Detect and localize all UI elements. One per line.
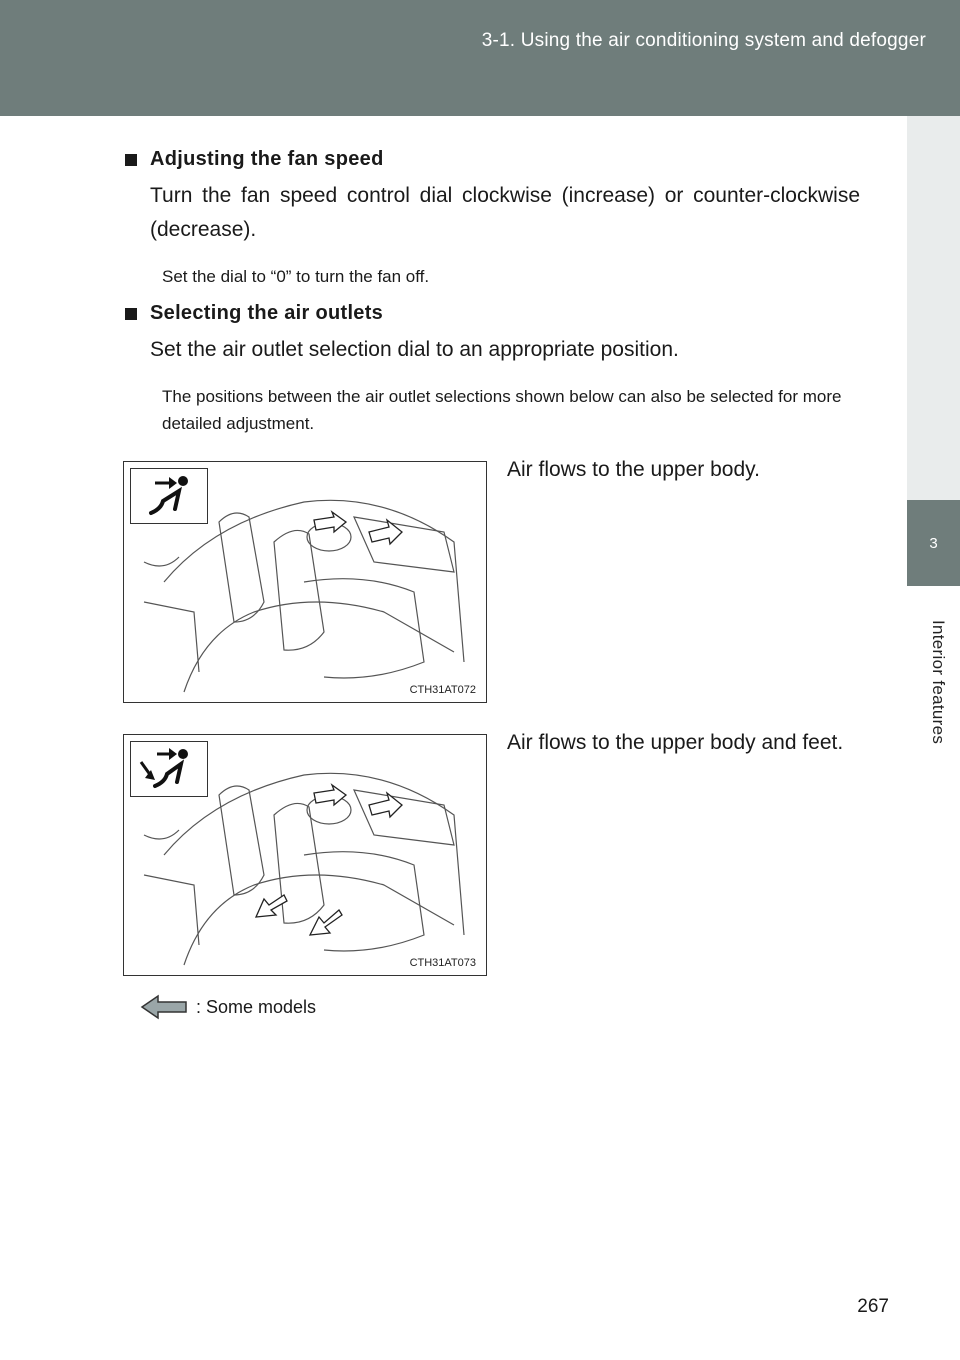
arrow-left-icon [140, 994, 190, 1020]
page-number: 267 [857, 1296, 889, 1317]
air-outlets-heading [125, 302, 860, 325]
fan-speed-note: Set the dial to “0” to turn the fan off. [162, 267, 430, 286]
air-outlets-note: The positions between the air outlet selections shown below can also be selected for more detailed adjustment. [162, 387, 842, 433]
legend [140, 994, 316, 1020]
fan-speed-heading-text: Adjusting the fan speed [150, 148, 384, 170]
fan-speed-body: Turn the fan speed control dial clockwise (increase) or counter-clockwise (decrease). [150, 184, 860, 241]
figure-face-feet-vent [123, 734, 487, 976]
square-bullet-icon [125, 154, 137, 166]
fan-speed-heading [125, 148, 860, 171]
page-header [0, 0, 960, 116]
figure-caption: Air flows to the upper body. [507, 458, 760, 481]
air-outlets-heading-text: Selecting the air outlets [150, 302, 384, 324]
figure-caption: Air flows to the upper body and feet. [507, 731, 844, 754]
chapter-number: 3 [907, 500, 960, 586]
legend-text: : Some models [196, 996, 317, 1017]
face-vent-icon [130, 468, 208, 524]
figure-code: CTH31AT073 [409, 957, 476, 969]
chapter-title: Interior features [929, 620, 948, 745]
face-feet-vent-icon [130, 741, 208, 797]
figure-code: CTH31AT072 [409, 684, 476, 696]
section-title: 3-1. Using the air conditioning system and defogger [481, 30, 926, 51]
air-outlets-section [125, 302, 860, 437]
square-bullet-icon [125, 308, 137, 320]
air-outlets-body: Set the air outlet selection dial to an appropriate position. [150, 338, 679, 361]
figure-face-vent [123, 461, 487, 703]
fan-speed-section [125, 148, 860, 290]
